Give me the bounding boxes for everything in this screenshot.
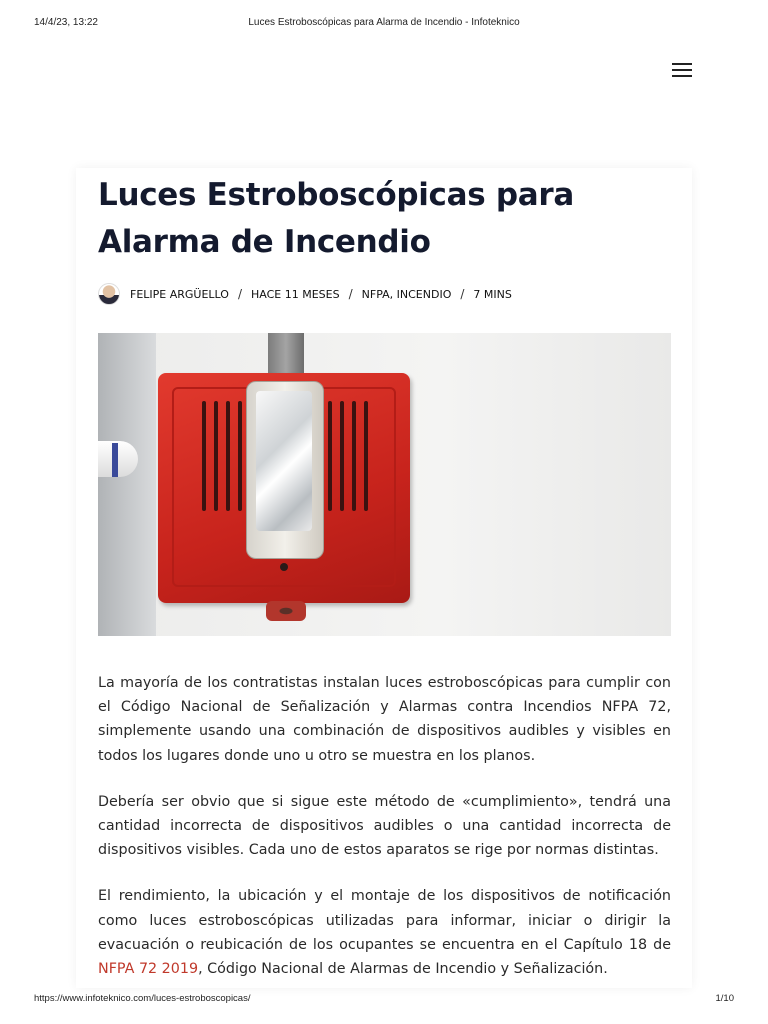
paragraph: Debería ser obvio que si sigue este método de «cumplimiento», tendrá una cantidad incorrecta de dispositivos audibles o una cantidad incorrecta de dispositivos visibles. Cada uno de estos aparatos se rige por normas distintas. [98,793,671,859]
author-avatar[interactable] [98,283,120,305]
author-link[interactable]: FELIPE ARGÜELLO [130,287,229,301]
paragraph-text: El rendimiento, la ubicación y el montaje de los dispositivos de notificación como luces estroboscópicas utilizadas para informar, iniciar o dirigir la evacuación o reubicación de los ocupantes se encuentra en el Capítulo 18 de [98,888,671,953]
print-header [0,15,768,31]
meta-separator: / [237,287,242,301]
paragraph [98,884,671,981]
post-date: HACE 11 MESES [251,287,340,301]
read-time: 7 MINS [473,287,512,301]
nfpa-72-2019-link[interactable]: NFPA 72 2019 [98,961,199,978]
hamburger-menu-icon[interactable] [672,63,692,79]
paragraph: La mayoría de los contratistas instalan luces estroboscópicas para cumplir con el Código Nacional de Señalización y Alarmas contra Incendios NFPA 72, simplemente usando una combinación de dispositivos audibles y visibles en todos los lugares donde uno u otro se muestra en los planos. [98,675,671,764]
meta-separator: / [460,287,465,301]
strobe-device-illustration [158,373,410,603]
meta-separator: / [348,287,353,301]
article-meta [98,282,512,306]
print-date: 14/4/23, 13:22 [34,17,98,28]
page-url: https://www.infoteknico.com/luces-estroboscopicas/ [34,993,251,1004]
print-footer [0,993,768,1007]
article-title: Luces Estroboscópicas para Alarma de Incendio [98,177,574,260]
hero-image [98,333,671,636]
page-number: 1/10 [715,993,734,1004]
paragraph-text: , Código Nacional de Alarmas de Incendio y Señalización. [198,961,608,978]
article-body [98,671,671,1003]
print-page-title: Luces Estroboscópicas para Alarma de Incendio - Infoteknico [248,17,520,28]
category-links[interactable]: NFPA, INCENDIO [361,287,452,301]
